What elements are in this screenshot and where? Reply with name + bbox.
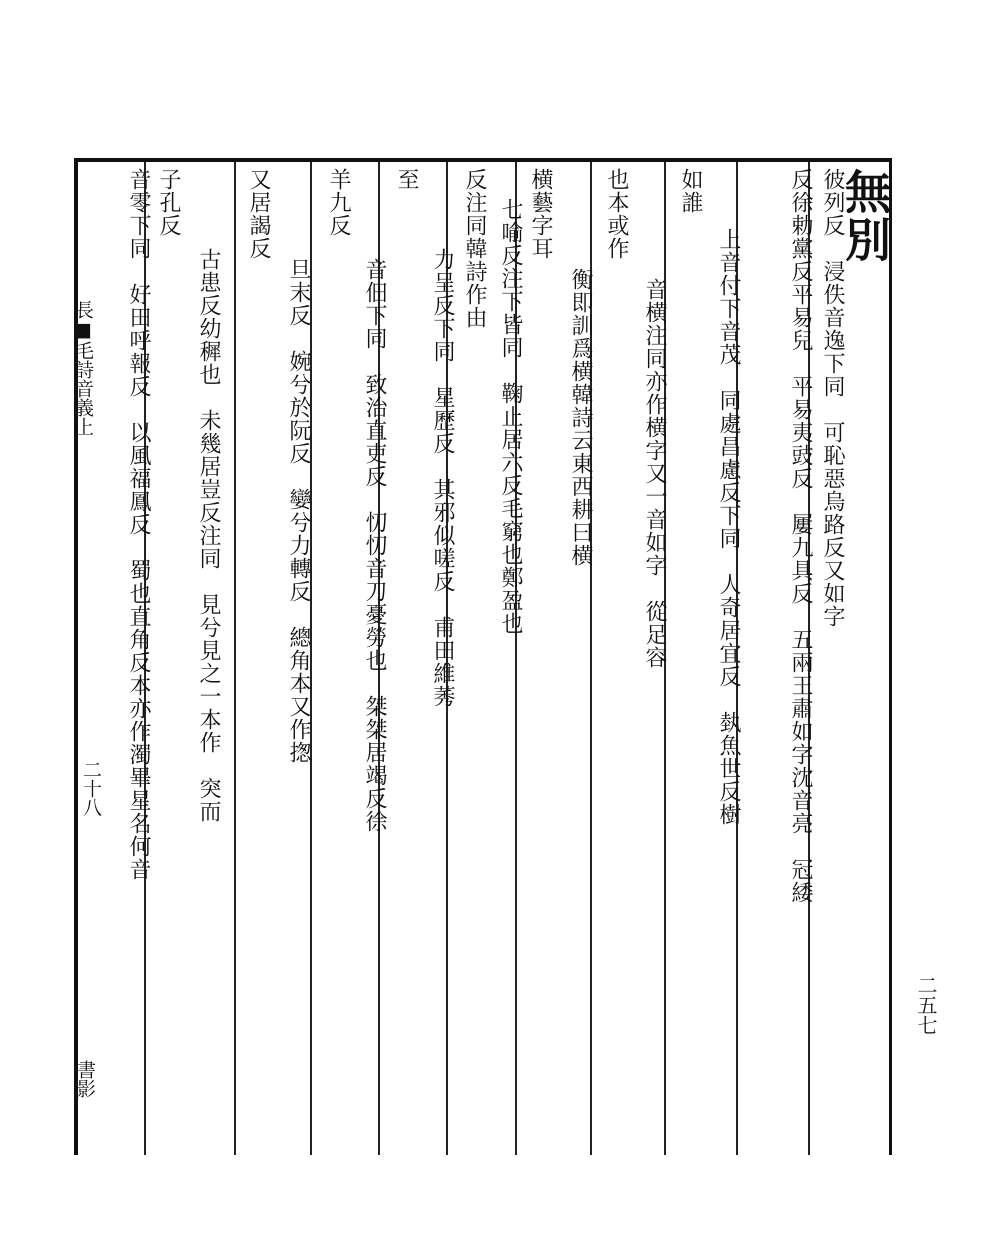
gloss: 上音付下音茂 同處昌慮反下同 人奇居宜反 埶魚世反樹 [716, 228, 741, 826]
text-column-2 [740, 168, 816, 1148]
gloss: 力呈反下同 星歷反 其邪似嗟反 甫田維莠 [430, 248, 455, 708]
text-column-5 [520, 168, 596, 1148]
gloss: 彼列反 浸佚音逸下同 可恥惡烏路反又如字 [820, 168, 845, 628]
gloss-prefix: 反注同韓詩作由 [462, 168, 487, 329]
text-column-1 [812, 168, 892, 1148]
text-column-3 [668, 168, 744, 1148]
gloss: 七喻反注下皆同 鞠止居六反毛窮也鄭盈也 [498, 198, 523, 635]
bottom-mark: 書影 [74, 1060, 96, 1098]
text-column-7 [382, 168, 458, 1148]
text-column-10 [148, 168, 224, 1148]
folio-number: 二十八 [80, 760, 102, 817]
gloss: 反徐勅黨反平易兒 平易夷豉反 屢九具反 五兩王肅如字沈音亮 冠緌 [788, 168, 813, 904]
page-number: 二五七 [914, 975, 938, 1035]
text-column-6 [450, 168, 526, 1148]
text-column-4 [594, 168, 670, 1148]
gloss: 旦末反 婉兮於阮反 孌兮力轉反 總角本又作揔 [286, 258, 311, 764]
gloss-prefix: 如誰 [678, 168, 703, 214]
gloss-prefix: 子孔反 [156, 168, 181, 237]
gloss-prefix: 也本或作 [604, 168, 629, 260]
running-title: 長■毛詩音義上 [72, 300, 94, 436]
column-rule [234, 162, 236, 1155]
gloss-prefix: 至 [394, 168, 419, 191]
gloss: 古患反幼穉也 未幾居豈反注同 見兮見之一本作 突而 [196, 248, 221, 823]
headword: 無別 [838, 168, 892, 264]
gloss: 音横注同亦作横字又一音如字 從足容 [642, 278, 667, 669]
text-column-8 [314, 168, 390, 1148]
gloss: 衡即訓爲横韓詩云東西耕曰横 [568, 268, 593, 567]
gloss-prefix: 横藝字耳 [528, 168, 553, 260]
gloss: 音零下同 好田呼報反 以風福鳳反 蜀也直角反本亦作濁畢星名何音 [126, 168, 151, 881]
gloss-prefix: 羊九反 [326, 168, 351, 237]
gloss-prefix: 又居謁反 [246, 168, 271, 260]
gloss: 音佃下同 致治直吏反 忉忉音刀憂勞也 桀桀居竭反徐 [362, 258, 387, 833]
text-column-9 [238, 168, 314, 1148]
